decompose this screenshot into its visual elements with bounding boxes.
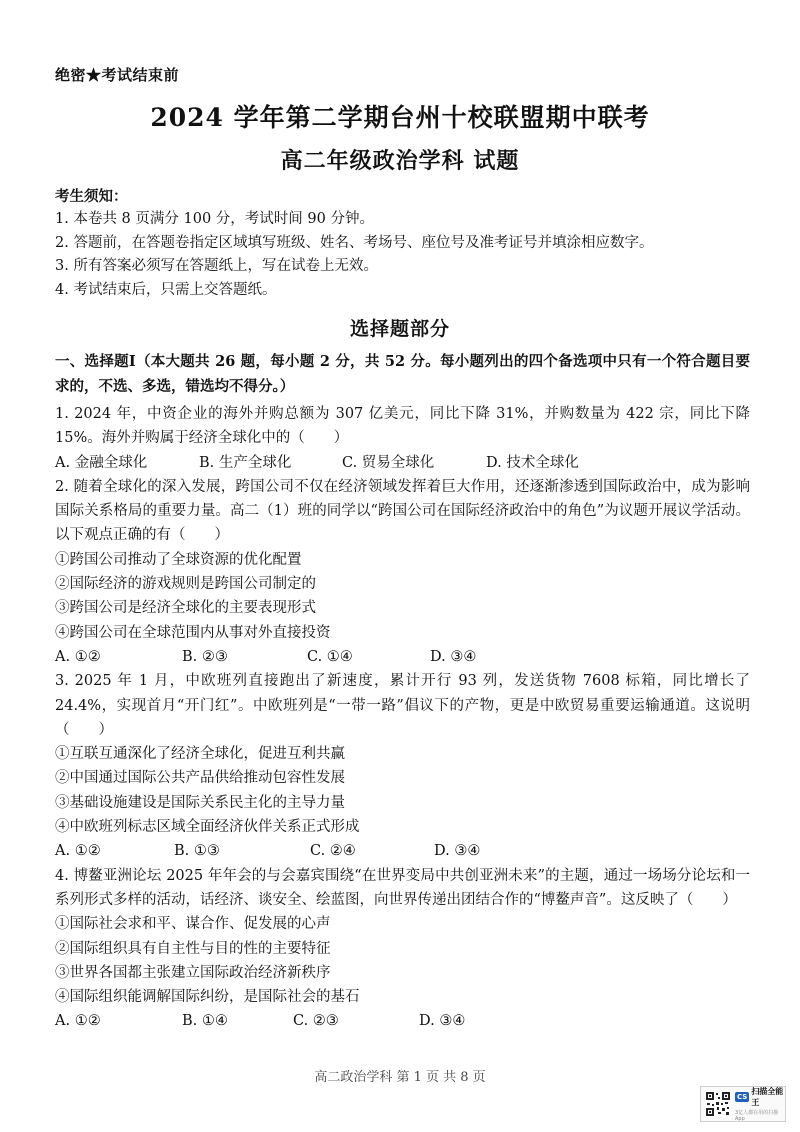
notice-heading: 考生须知： — [55, 188, 128, 205]
choice-b: B. ①③ — [174, 843, 220, 860]
statement-item: ④跨国公司在全球范围内从事对外直接投资 — [55, 624, 331, 641]
notice-item: 2. 答题前，在答题卷指定区域填写班级、姓名、考场号、座位号及准考证号并填涂相应数字。 — [55, 234, 654, 251]
scanner-app-name: 扫描全能王 — [751, 1087, 784, 1107]
question-list — [55, 402, 750, 1034]
choice-c: C. ②④ — [310, 843, 356, 860]
choice-d: D. ③④ — [419, 1013, 466, 1030]
confidential-label: 绝密★考试结束前 — [55, 66, 180, 84]
statement-item: ③世界各国都主张建立国际政治经济新秩序 — [55, 964, 331, 981]
question-3 — [55, 669, 750, 863]
question-1 — [55, 402, 750, 475]
choice-b: B. ①④ — [182, 1013, 228, 1030]
choice-a: A. ①② — [55, 648, 101, 665]
notice-item: 4. 考试结束后，只需上交答题纸。 — [55, 281, 277, 298]
statement-item: ①国际社会求和平、谋合作、促发展的心声 — [55, 916, 331, 933]
statement-item: ③跨国公司是经济全球化的主要表现形式 — [55, 600, 316, 617]
page-footer: 高二政治学科 第 1 页 共 8 页 — [314, 1070, 486, 1085]
choice-a: A. 金融全球化 — [55, 454, 148, 471]
statement-item: ②中国通过国际公共产品供给推动包容性发展 — [55, 770, 345, 787]
statement-item: ④国际组织能调解国际纠纷，是国际社会的基石 — [55, 989, 360, 1006]
notice-item: 3. 所有答案必须写在答题纸上，写在试卷上无效。 — [55, 258, 378, 274]
question-stem: 3. 2025 年 1 月，中欧班列直接跑出了新速度，累计开行 93 列，发送货物 7608 标箱，同比增长了 24.4%，实现首月“开门红”。中欧班列是“一带一路”倡议下的产物，更是中欧贸易重要运输通道。这说明（ ） — [55, 673, 750, 738]
scanner-tagline: 3亿人都在用的扫描App — [735, 1110, 779, 1122]
notice-list — [55, 208, 755, 302]
choice-c: C. ②③ — [293, 1013, 339, 1030]
choice-b: B. ②③ — [182, 648, 228, 665]
answer-choices — [55, 1009, 750, 1033]
question-stem: 2. 随着全球化的深入发展，跨国公司不仅在经济领域发挥着巨大作用，还逐渐渗透到国际政治中，成为影响国际关系格局的重要力量。高二（1）班的同学以“跨国公司在国际经济政治中的角色”为议题开展议学活动。以下观点正确的有（ ） — [55, 478, 750, 544]
choice-d: D. ③④ — [434, 843, 481, 860]
choice-d: D. 技术全球化 — [486, 454, 579, 471]
qr-code-icon — [705, 1091, 731, 1117]
choice-b: B. 生产全球化 — [199, 454, 292, 471]
choice-c: C. 贸易全球化 — [342, 454, 435, 471]
exam-title: 2024 学年第二学期台州十校联盟期中联考 — [150, 103, 650, 132]
choice-a: A. ①② — [55, 843, 101, 860]
choice-c: C. ①④ — [307, 648, 353, 665]
statement-item: ①互联互通深化了经济全球化，促进互利共赢 — [55, 746, 345, 763]
question-stem: 1. 2024 年，中资企业的海外并购总额为 307 亿美元，同比下降 31%，并购数量为 422 宗，同比下降 15%。海外并购属于经济全球化中的（ ） — [55, 406, 750, 447]
statement-item: ③基础设施建设是国际关系民主化的主导力量 — [55, 794, 345, 811]
statement-item: ②国际组织具有自主性与目的性的主要特征 — [55, 940, 331, 957]
statement-item: ①跨国公司推动了全球资源的优化配置 — [55, 551, 302, 568]
statement-item: ④中欧班列标志区域全面经济伙伴关系正式形成 — [55, 819, 360, 836]
answer-choices — [55, 451, 750, 475]
scanner-brand — [735, 1086, 785, 1122]
answer-choices — [55, 839, 750, 863]
part-heading: 一、选择题Ⅰ（本大题共 26 题，每小题 2 分，共 52 分。每小题列出的四个备选项中只有一个符合题目要求的，不选、多选，错选均不得分。） — [55, 353, 750, 395]
answer-choices — [55, 645, 750, 669]
question-stem: 4. 博鳌亚洲论坛 2025 年年会的与会嘉宾围绕“在世界变局中共创亚洲未来”的主题，通过一场场分论坛和一系列形式多样的活动，话经济、谈安全、绘蓝图，向世界传递出团结合作的“博鳌声音”。这反映了（ ） — [55, 867, 750, 908]
question-4 — [55, 864, 750, 1034]
question-2 — [55, 475, 750, 669]
notice-item: 1. 本卷共 8 页满分 100 分，考试时间 90 分钟。 — [55, 211, 374, 227]
choice-d: D. ③④ — [430, 648, 477, 665]
cs-logo-badge: CS — [737, 1093, 748, 1101]
statement-item: ②国际经济的游戏规则是跨国公司制定的 — [55, 576, 316, 593]
exam-subtitle: 高二年级政治学科 试题 — [280, 148, 520, 174]
scanner-watermark — [700, 1086, 786, 1122]
choice-a: A. ①② — [55, 1013, 101, 1030]
section-title: 选择题部分 — [349, 318, 450, 340]
